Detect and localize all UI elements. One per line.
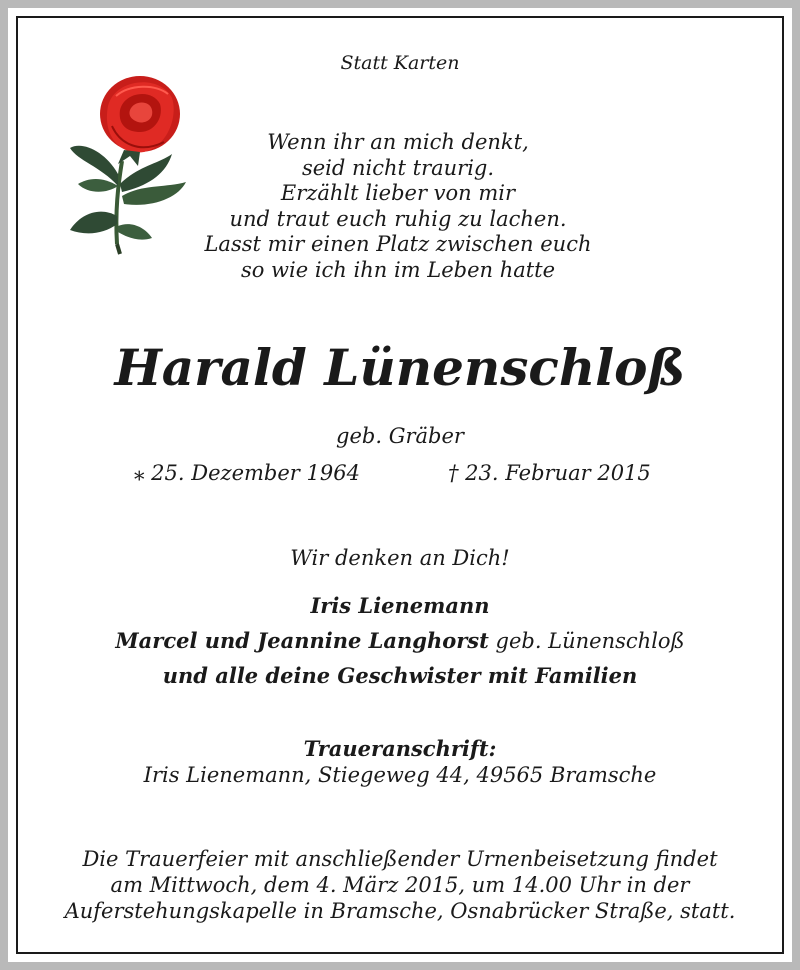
poem-line: Erzählt lieber von mir [280, 181, 516, 205]
poem-line: so wie ich ihn im Leben hatte [240, 257, 556, 282]
poem-line: und traut euch ruhig zu lachen. [229, 206, 567, 231]
ceremony-line: am Mittwoch, dem 4. März 2015, um 14.00 Uhr in der [110, 873, 690, 897]
family-line-1: Iris Lienemann [310, 593, 490, 618]
family-line-2 [18, 628, 782, 653]
family-line-3: und alle deine Geschwister mit Familien [162, 663, 638, 688]
birth-date: ⁎ 25. Dezember 1964 [134, 461, 360, 485]
address-label: Traueranschrift: [303, 736, 497, 761]
family-birth-name: geb. Lünenschloß [488, 629, 685, 653]
obituary-page [8, 8, 792, 962]
remembrance-message: Wir denken an Dich! [290, 546, 510, 570]
deceased-name: Harald Lünenschloß [114, 338, 686, 397]
poem-line: seid nicht traurig. [301, 155, 495, 180]
death-date: † 23. Februar 2015 [448, 461, 651, 485]
statt-karten: Statt Karten [340, 52, 460, 74]
poem-line: Lasst mir einen Platz zwischen euch [204, 232, 592, 256]
ceremony-info [18, 846, 782, 924]
obituary-border [16, 16, 784, 954]
address-value: Iris Lienemann, Stiegeweg 44, 49565 Bramsche [143, 763, 657, 787]
family-names: Marcel und Jeannine Langhorst [115, 628, 489, 653]
poem-line: Wenn ihr an mich denkt, [267, 130, 529, 154]
birth-name: geb. Gräber [336, 424, 464, 448]
poem [158, 130, 638, 283]
ceremony-line: Die Trauerfeier mit anschließender Urnenbeisetzung findet [82, 847, 718, 871]
ceremony-line: Auferstehungskapelle in Bramsche, Osnabrücker Straße, statt. [64, 899, 736, 923]
